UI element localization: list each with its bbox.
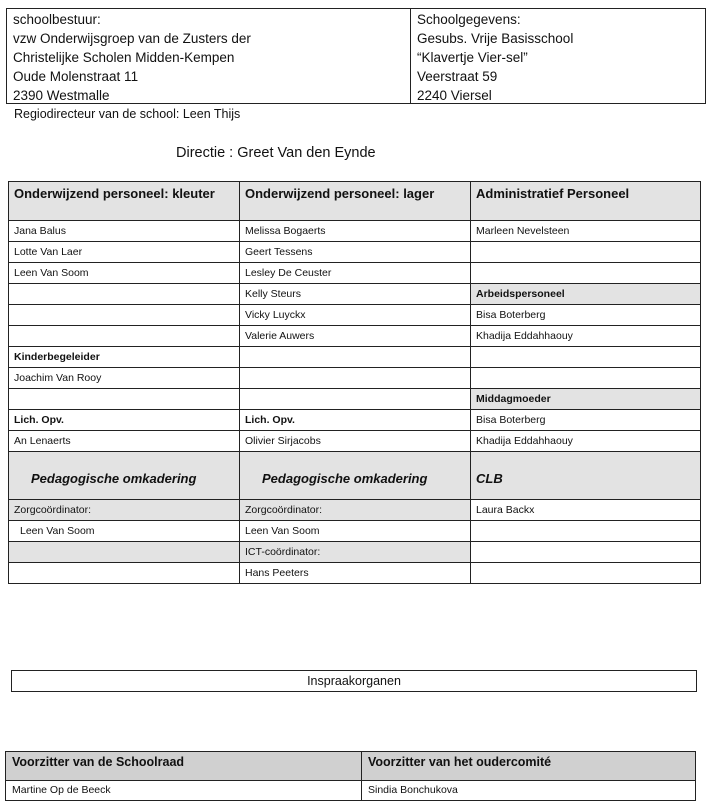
table-cell: An Lenaerts	[9, 431, 240, 452]
table-cell: Lich. Opv.	[240, 410, 471, 431]
table-cell: Zorgcoördinator:	[9, 500, 240, 521]
table-cell	[471, 563, 701, 584]
table-cell	[9, 563, 240, 584]
table-cell: Geert Tessens	[240, 242, 471, 263]
schoolbestuur-block	[7, 9, 411, 103]
table-cell: Lesley De Ceuster	[240, 263, 471, 284]
table-cell: Leen Van Soom	[9, 521, 240, 542]
table-row	[9, 347, 701, 368]
schoolbestuur-line: schoolbestuur:	[13, 12, 101, 27]
table-row	[9, 242, 701, 263]
table-row	[9, 521, 701, 542]
table-cell: Leen Van Soom	[9, 263, 240, 284]
table-row	[9, 542, 701, 563]
regiodirecteur: Regiodirecteur van de school: Leen Thijs	[14, 107, 241, 121]
table-cell: Olivier Sirjacobs	[240, 431, 471, 452]
table-cell: Marleen Nevelsteen	[471, 221, 701, 242]
table-row	[9, 305, 701, 326]
table-cell: ICT-coördinator:	[240, 542, 471, 563]
schoolgegevens-line: 2240 Viersel	[417, 88, 492, 103]
table-cell: Pedagogische omkadering	[240, 452, 471, 500]
table-cell	[9, 389, 240, 410]
table-row	[6, 781, 696, 801]
table-row	[9, 500, 701, 521]
table-row	[9, 389, 701, 410]
table-row	[9, 284, 701, 305]
table-cell	[471, 521, 701, 542]
header-oudercomite: Voorzitter van het oudercomité	[362, 752, 696, 781]
staff-table	[8, 181, 701, 584]
table-cell: Khadija Eddahhaouy	[471, 326, 701, 347]
table-row	[9, 410, 701, 431]
inspraakorganen-heading: Inspraakorganen	[11, 670, 697, 692]
voorzitter-oudercomite: Sindia Bonchukova	[362, 781, 696, 801]
table-header-row	[9, 182, 701, 221]
header-schoolraad: Voorzitter van de Schoolraad	[6, 752, 362, 781]
table-cell	[9, 326, 240, 347]
table-cell	[471, 263, 701, 284]
table-cell	[471, 542, 701, 563]
schoolgegevens-line: Veerstraat 59	[417, 69, 498, 84]
table-row	[9, 326, 701, 347]
table-cell: Leen Van Soom	[240, 521, 471, 542]
table-header-row	[6, 752, 696, 781]
table-cell: CLB	[471, 452, 701, 500]
column-header: Administratief Personeel	[471, 182, 701, 221]
table-cell: Bisa Boterberg	[471, 305, 701, 326]
table-row	[9, 563, 701, 584]
header-info-box	[6, 8, 706, 104]
table-cell: Jana Balus	[9, 221, 240, 242]
schoolgegevens-block	[411, 9, 579, 103]
table-cell	[9, 542, 240, 563]
column-header: Onderwijzend personeel: lager	[240, 182, 471, 221]
schoolbestuur-line: 2390 Westmalle	[13, 88, 110, 103]
schoolgegevens-line: “Klavertje Vier-sel”	[417, 50, 528, 65]
table-cell: Zorgcoördinator:	[240, 500, 471, 521]
schoolgegevens-line: Gesubs. Vrije Basisschool	[417, 31, 574, 46]
table-cell	[9, 284, 240, 305]
table-cell: Khadija Eddahhaouy	[471, 431, 701, 452]
schoolbestuur-line: Oude Molenstraat 11	[13, 69, 139, 84]
table-row	[9, 263, 701, 284]
schoolgegevens-line: Schoolgegevens:	[417, 12, 521, 27]
table-cell	[240, 347, 471, 368]
table-cell	[240, 368, 471, 389]
table-cell: Kinderbegeleider	[9, 347, 240, 368]
table-cell	[9, 305, 240, 326]
table-cell	[471, 368, 701, 389]
table-row	[9, 368, 701, 389]
inspraak-table	[5, 751, 696, 801]
table-row	[9, 431, 701, 452]
column-header: Onderwijzend personeel: kleuter	[9, 182, 240, 221]
table-row	[9, 452, 701, 500]
table-cell: Joachim Van Rooy	[9, 368, 240, 389]
table-cell: Valerie Auwers	[240, 326, 471, 347]
table-row	[9, 221, 701, 242]
table-cell: Pedagogische omkadering	[9, 452, 240, 500]
table-cell	[471, 347, 701, 368]
table-cell: Lotte Van Laer	[9, 242, 240, 263]
table-cell: Bisa Boterberg	[471, 410, 701, 431]
table-cell: Lich. Opv.	[9, 410, 240, 431]
table-cell: Middagmoeder	[471, 389, 701, 410]
table-cell: Arbeidspersoneel	[471, 284, 701, 305]
schoolbestuur-line: vzw Onderwijsgroep van de Zusters der	[13, 31, 251, 46]
table-cell	[471, 242, 701, 263]
schoolbestuur-line: Christelijke Scholen Midden-Kempen	[13, 50, 235, 65]
table-cell: Vicky Luyckx	[240, 305, 471, 326]
table-cell: Melissa Bogaerts	[240, 221, 471, 242]
table-cell: Kelly Steurs	[240, 284, 471, 305]
table-cell: Laura Backx	[471, 500, 701, 521]
directie: Directie : Greet Van den Eynde	[176, 145, 376, 161]
table-cell	[240, 389, 471, 410]
voorzitter-schoolraad: Martine Op de Beeck	[6, 781, 362, 801]
table-cell: Hans Peeters	[240, 563, 471, 584]
